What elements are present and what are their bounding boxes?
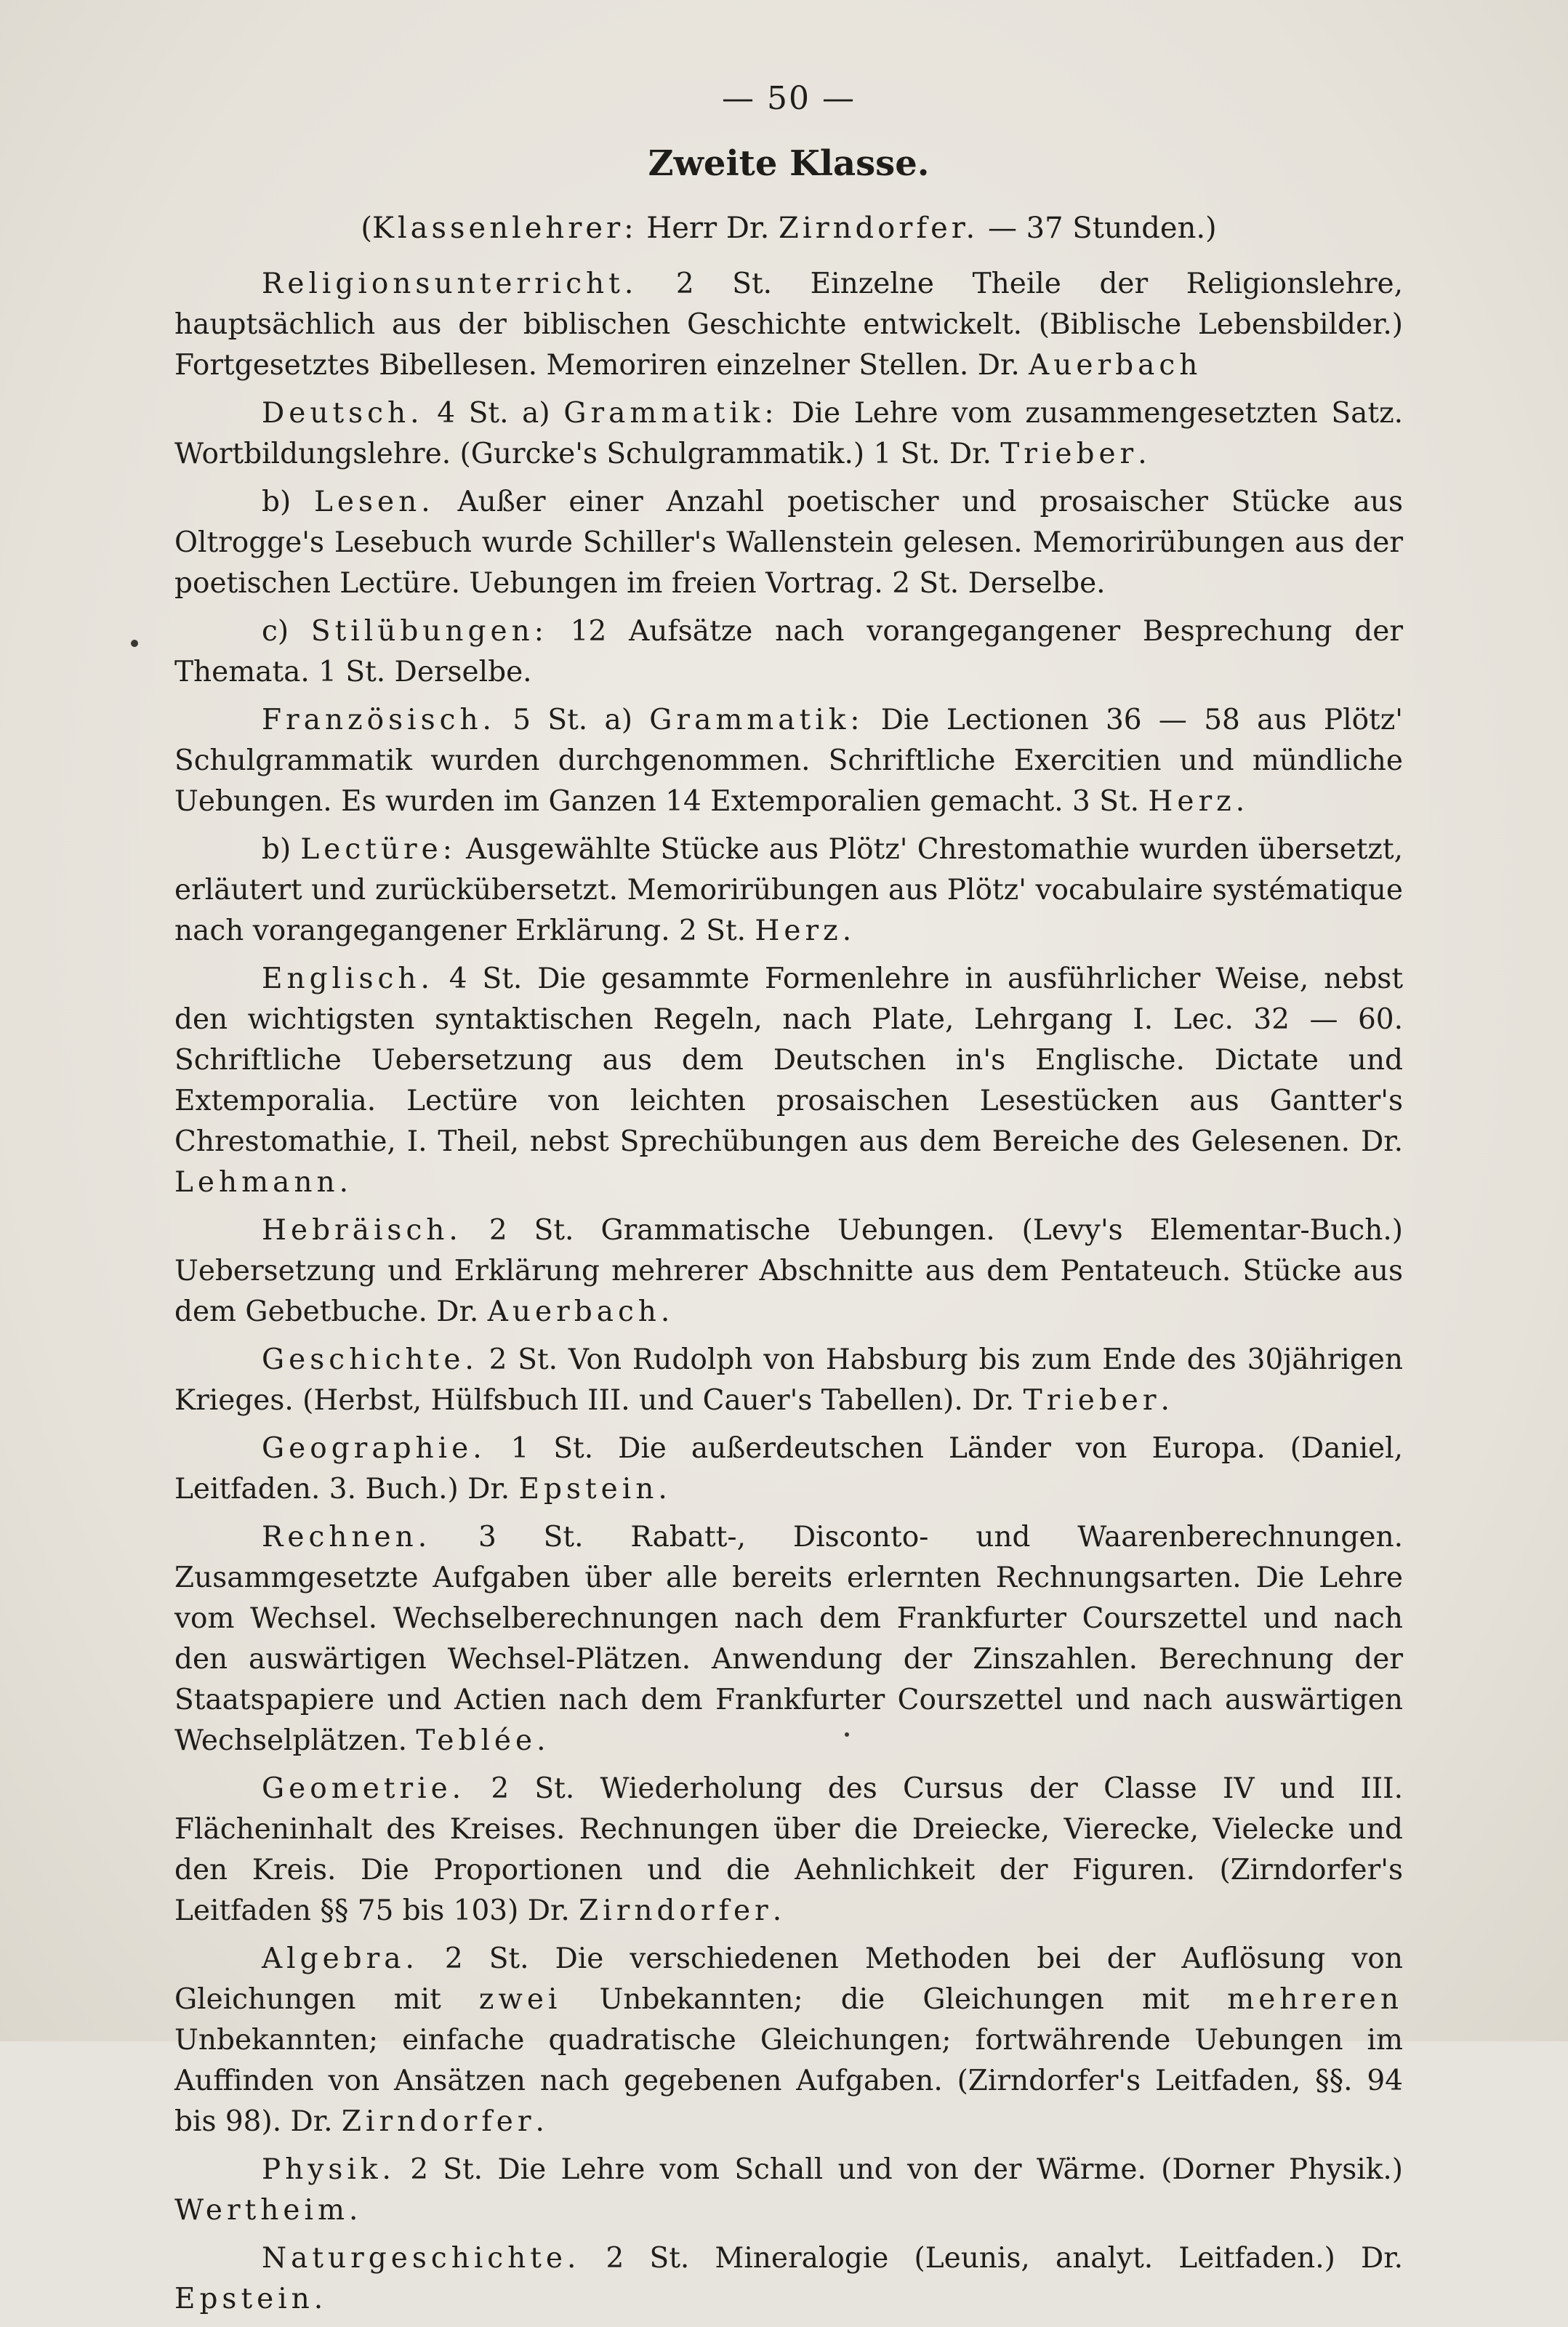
subject-name: Rechnen.: [262, 1521, 432, 1554]
sub-heading: Lectüre:: [300, 833, 457, 866]
entry-end: .: [772, 1894, 782, 1927]
sub-heading: Lesen.: [314, 486, 435, 518]
subtitle-label: Klassenlehrer:: [371, 212, 638, 245]
teacher-name: Zirndorfer: [579, 1894, 773, 1927]
entry-text: Außer einer Anzahl poetischer und prosaischer Stücke aus Oltrogge's Lesebuch wurde Schiller's Wallenstein gelesen. Memorirübungen aus der poetischen Lectüre. Uebungen im freien Vortrag. 2 St. Derselbe.: [174, 486, 1404, 600]
teacher-name: Trieber: [1000, 438, 1138, 470]
entry-text: 2 St. Von Rudolph von Habsburg bis zum Ende des 30jährigen Krieges. (Herbst, Hülfsbuch III. und Cauer's Tabellen). Dr.: [174, 1343, 1403, 1417]
emphasis: zwei: [478, 1983, 562, 2016]
entry-text: 2 St. Einzelne Theile der Religionslehre, hauptsächlich aus der biblischen Geschichte entwickelt. (Biblische Lebensbilder.) Fortgesetztes Bibellesen. Memoriren einzelner Stellen. Dr.: [174, 268, 1403, 382]
entry-deutsch-lesen: [174, 482, 1403, 604]
entry-deutsch-stil: [174, 611, 1403, 693]
entry-end: .: [348, 2194, 358, 2227]
teacher-name: Teblée: [416, 1724, 537, 1757]
entry-geschichte: [174, 1340, 1403, 1421]
subject-name: Naturgeschichte.: [262, 2242, 581, 2275]
entry-hebraeisch: [174, 1210, 1403, 1333]
subject-name: Geographie.: [262, 1432, 486, 1465]
teacher-name: Zirndorfer: [341, 2105, 536, 2138]
entry-physik: [174, 2150, 1403, 2231]
entry-end: .: [1138, 438, 1147, 470]
sub-label: c): [262, 615, 311, 648]
entry-text: 4 St. Die gesammte Formenlehre in ausführlicher Weise, nebst den wichtigsten syntaktischen Regeln, nach Plate, Lehrgang I. Lec. 32 — 60. Schriftliche Uebersetzung aus dem Deutschen in's Englische. Dictate und Extemporalia. Lectüre von leichten prosaischen Lesestücken aus Gantter's Chrestomathie, I. Theil, nebst Sprechübungen aus dem Bereiche des Gelesenen. Dr.: [174, 962, 1403, 1158]
entry-end: .: [660, 1295, 670, 1328]
teacher-name: Wertheim: [174, 2194, 349, 2227]
entry-naturgeschichte: [174, 2238, 1403, 2320]
entry-text: 2 St. Die Lehre vom Schall und von der Wärme. (Dorner Physik.): [395, 2153, 1403, 2186]
teacher-name: Lehmann: [174, 1166, 339, 1199]
sub-heading: Stilübungen:: [310, 615, 548, 648]
section-title: Zweite Klasse.: [648, 143, 930, 184]
entry-text: Unbekannten; einfache quadratische Gleichungen; fortwährende Uebungen im Auffinden von Ansätzen nach gegebenen Aufgaben. (Zirndorfer's Leitfaden, §§. 94 bis 98). Dr.: [174, 2024, 1403, 2138]
subtitle-teacher: Zirndorfer.: [779, 212, 979, 245]
subtitle-open: (: [361, 212, 372, 245]
subject-name: Französisch.: [262, 704, 496, 736]
entry-end: .: [842, 915, 852, 947]
subtitle-hours: — 37 Stunden.): [978, 212, 1217, 245]
entry-text: 2 St. Die verschiedenen Methoden bei der Auflösung von Gleichungen mit: [174, 1942, 1403, 2016]
subject-name: Geschichte.: [262, 1343, 478, 1376]
entry-text: Die Lectionen 36 — 58 aus Plötz' Schulgrammatik wurden durchgenommen. Schriftliche Exercitien und mündliche Uebungen. Es wurden im Ganzen 14 Extemporalien gemacht. 3 St.: [174, 704, 1403, 818]
ink-speck: [131, 640, 138, 647]
entry-text: 3 St. Rabatt-, Disconto- und Waarenberechnungen. Zusammgesetzte Aufgaben über alle bereits erlernten Rechnungsarten. Die Lehre vom Wechsel. Wechselberechnungen nach dem Frankfurter Courszettel und nach den auswärtigen Wechsel-Plätzen. Anwendung der Zinszahlen. Berechnung der Staatspapiere und Actien nach dem Frankfurter Courszettel und nach auswärtigen Wechselplätzen.: [174, 1521, 1403, 1757]
teacher-name: Epstein: [174, 2283, 314, 2315]
entry-text: 2 St. Grammatische Uebungen. (Levy's Elementar-Buch.) Uebersetzung und Erklärung mehrerer Abschnitte aus dem Pentateuch. Stücke aus dem Gebetbuche. Dr.: [174, 1214, 1403, 1328]
entry-end: .: [658, 1473, 667, 1506]
subtitle-rest: Herr Dr.: [637, 212, 779, 245]
subject-name: Geometrie.: [262, 1772, 466, 1805]
entry-text: Ausgewählte Stücke aus Plötz' Chrestomathie wurden übersetzt, erläutert und zurückübersetzt. Memorirübungen aus Plötz' vocabulaire systématique nach vorangegangener Erklärung. 2 St.: [174, 833, 1403, 947]
sub-heading: Grammatik:: [563, 397, 779, 430]
entry-text: 12 Aufsätze nach vorangegangener Besprechung der Themata. 1 St. Derselbe.: [174, 615, 1403, 688]
teacher-name: Herz: [1148, 785, 1236, 818]
class-teacher-line: [174, 212, 1403, 245]
subject-name: Algebra.: [262, 1942, 419, 1975]
teacher-name: Auerbach: [487, 1295, 661, 1328]
entry-geographie: [174, 1428, 1403, 1510]
entry-end: .: [313, 2283, 323, 2315]
subject-name: Religionsunterricht.: [262, 268, 638, 300]
entry-text: 4 St. a): [423, 397, 564, 430]
entry-text: Die Lehre vom zusammengesetzten Satz. Wortbildungslehre. (Gurcke's Schulgrammatik.) 1 St. Dr.: [174, 397, 1404, 470]
entry-deutsch: [174, 393, 1403, 475]
entry-end: .: [1160, 1384, 1170, 1417]
entry-text: 2 St. Mineralogie (Leunis, analyt. Leitfaden.) Dr.: [580, 2242, 1403, 2275]
subject-name: Hebräisch.: [262, 1214, 462, 1247]
entry-franzoesisch-lectuere: [174, 829, 1403, 952]
entry-text: 5 St. a): [495, 704, 650, 736]
entry-end: .: [536, 1724, 546, 1757]
entry-geometrie: [174, 1769, 1403, 1932]
entry-text: 1 St. Die außerdeutschen Länder von Europa. (Daniel, Leitfaden. 3. Buch.) Dr.: [174, 1432, 1403, 1506]
entry-end: .: [339, 1166, 348, 1199]
entry-rechnen: [174, 1517, 1403, 1761]
emphasis: mehreren: [1227, 1983, 1403, 2016]
page-number: — 50 —: [722, 80, 856, 117]
subject-name: Englisch.: [262, 962, 434, 995]
sub-label: b): [262, 486, 315, 518]
entry-algebra: [174, 1939, 1403, 2142]
entry-religion: [174, 264, 1403, 386]
teacher-name: Auerbach: [1029, 349, 1202, 382]
entry-end: .: [1235, 785, 1245, 818]
entry-englisch: [174, 959, 1403, 1203]
entry-text: Unbekannten; die Gleichungen mit: [561, 1983, 1228, 2016]
teacher-name: Trieber: [1023, 1384, 1161, 1417]
sub-label: b): [262, 833, 301, 866]
subject-name: Physik.: [262, 2153, 395, 2186]
entry-franzoesisch: [174, 700, 1403, 822]
subject-name: Deutsch.: [262, 397, 424, 430]
text-block: [174, 73, 1403, 2327]
sub-heading: Grammatik:: [649, 704, 864, 736]
entry-text: 2 St. Wiederholung des Cursus der Classe IV und III. Flächeninhalt des Kreises. Rechnungen über die Dreiecke, Vierecke, Vielecke und den Kreis. Die Proportionen und die Aehnlichkeit der Figuren. (Zirndorfer's Leitfaden §§ 75 bis 103) Dr.: [174, 1772, 1403, 1927]
entry-end: .: [535, 2105, 544, 2138]
teacher-name: Epstein: [518, 1473, 659, 1506]
teacher-name: Herz: [755, 915, 843, 947]
